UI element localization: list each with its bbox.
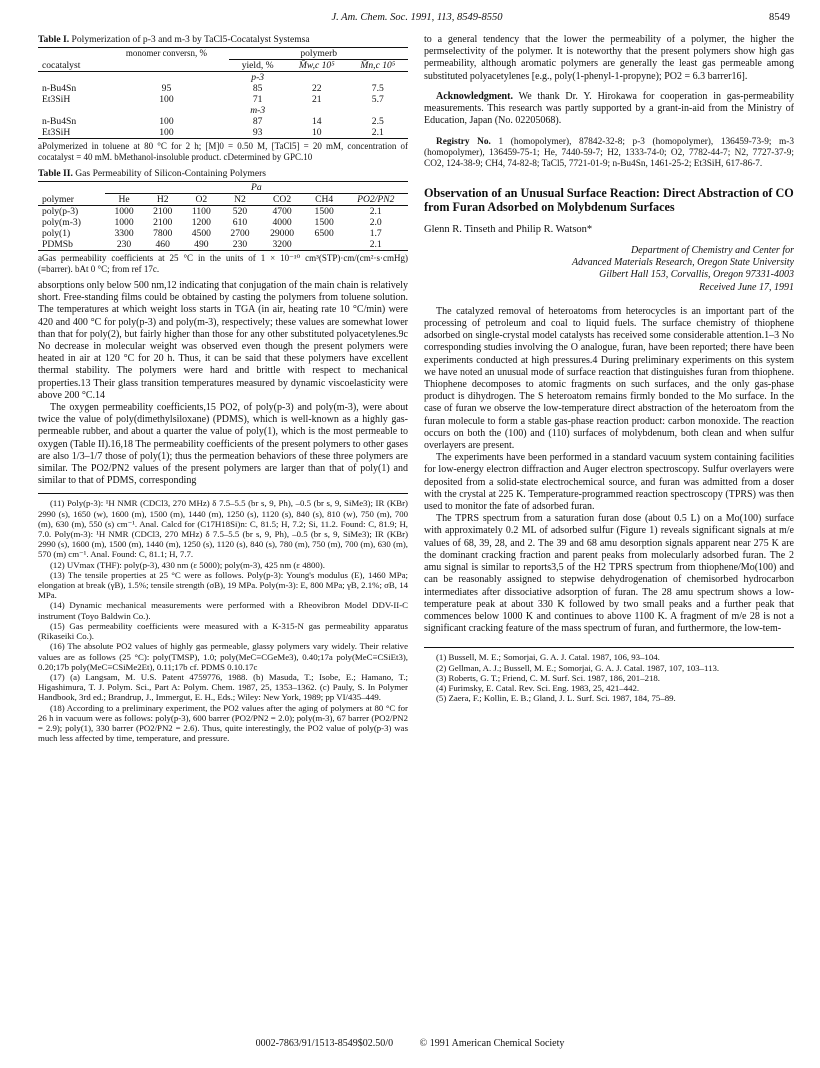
table-row [38,217,408,228]
table-cell: 2.1 [369,206,382,217]
table-cell: 1200 [191,217,211,228]
table-cell: 29000 [270,228,295,239]
body-paragraph: The oxygen permeability coefficients,15 PO2, of poly(p-3) and poly(m-3), were about twice the value of poly(dimethylsiloxane) (PDMS), which is well-known as a highly gas-permeable rubber, and about a quarter the value of poly(1), which is the most permeable to oxygen (Table II).16,18 The permeability coefficients of the present polymers to other gases are also 1/3–1/7 those of poly(1); thus the permeation behaviors of these three polymers are similar. The PO2/PN2 values of the present polymers are larger than that of poly(1) and similar to that of PDMS, corresponding [38,402,408,487]
table-cell: n-Bu4Sn [42,116,77,127]
table-cell: 230 [232,239,248,250]
note-item: (15) Gas permeability coefficients were measured with a K-315-N gas permeability apparatus (Rikaseiki Co.). [38,620,408,642]
column-header: CO2 [273,194,292,205]
table2-label: Table II. [38,168,73,179]
table-row [38,83,408,94]
registry-text: 1 (homopolymer), 87842-32-8; p-3 (homopolymer), 136459-73-9; m-3 (homopolymer), 136459-75-1; He, 7440-59-7; H2, 1333-74-0; O2, 7782-44-7; N2, 7727-37-9; CO2, 124-38-9; CH4, 74-82-8; TaCl5, 7721-01-9; n-Bu4Sn, 1461-25-2; Et3SiH, 617-86-7. [424,137,795,170]
reference-item: (5) Zaera, F.; Kollin, E. B.; Gland, J. L. Surf. Sci. 1987, 184, 75–89. [436,693,676,704]
note-item: (12) UVmax (THF): poly(p-3), 430 nm (ε 5000); poly(m-3), 425 nm (ε 4800). [50,559,325,570]
table1-footnote: aPolymerized in toluene at 80 °C for 2 h; [M]0 = 0.50 M, [TaCl5] = 20 mM, concentration of cocatalyst = 40 mM. bMethanol-insoluble product. cDetermined by GPC.10 [38,141,408,162]
table-cell: 6500 [314,228,334,239]
table2-title: Gas Permeability of Silicon-Containing Polymers [75,168,267,179]
table-row [38,94,408,105]
page-footer [0,1038,820,1049]
right-column [424,34,794,703]
note-item: (16) The absolute PO2 values of highly gas permeable, glassy polymers vary widely. Their relative values are as follows (25 °C): poly(TMSP), 1.0; poly(MeC≡CGeMe3), 0.40;17a poly(MeC≡CSiEt3), 0.20;17b poly(MeC≡CSiMe2Et), 0.11;17b cf. PDMS 0.10.17c [38,641,408,672]
note-item: (18) According to a preliminary experiment, the PO2 values after the aging of polymers at 80 °C for 26 h in vacuum were as follows: poly(p-3), 600 barrer (PO2/PN2 = 2.0); poly(m-3), 67 barrer (PO2/PN2 = 2.9); poly(1), 330 barrer (PO2/PN2 = 2.6). Thus, quite interestingly, the PO2 value of poly(p-3) was much less affected by time, temperature, and pressure. [38,702,408,744]
table-cell: 1.7 [369,228,382,239]
note-item: (14) Dynamic mechanical measurements were performed with a Rheovibron Model DDV-II-C instrument (Toyo Baldwin Co.). [38,600,408,621]
table-row [38,228,408,239]
affiliation-line: Advanced Materials Research, Oregon State University [572,256,794,268]
reference-item: (3) Roberts, G. T.; Friend, C. M. Surf. Sci. 1987, 186, 201–218. [436,672,660,683]
reference-item: (2) Gellman, A. J.; Bussell, M. E.; Somorjai, G. A. J. Catal. 1987, 107, 103–113. [436,662,720,673]
table-cell: 5.7 [371,94,384,105]
table-cell: 4700 [272,206,292,217]
acknowledgment [424,91,794,128]
table-cell: 2.0 [369,217,382,228]
table-cell: 22 [311,83,322,94]
table-cell: 4000 [272,217,292,228]
col-mw: M̄w,c 10⁵ [298,60,335,71]
table-cell: 10 [311,127,322,138]
table1-label: Table I. [38,34,70,45]
table-cell: 1100 [191,206,211,217]
table-cell: 490 [194,239,209,250]
affiliation [424,245,794,281]
body-paragraph: to a general tendency that the lower the permeability of a polymer, the higher the permselectivity of the polymer. It is noteworthy that the present polymers show high gas permeability, although aromatic polymers are generally the least gas permeable among substituted polyacetylenes [e.g., poly(1-phenyl-1-propyne); PO2 = 6.3 barrer16]. [424,34,794,82]
table-cell [305,239,344,251]
col-monomer: monomer conversn, % [125,48,208,59]
table-cell: poly(1) [42,228,71,239]
table-cell: 3200 [272,239,292,250]
note-item: (11) Poly(p-3): ¹H NMR (CDCl3, 270 MHz) δ 7.5–5.5 (br s, 9, Ph), –0.5 (br s, 9, SiMe3); IR (KBr) 2990 (s), 1650 (w), 1600 (m), 1500 (m), 1440 (m), 1250 (s), 1120 (s), 840 (s), 810 (w), 750 (m), 700 (m), 630 (m), 550 (s) cm⁻¹. Anal. Calcd for (C17H18Si)n: C, 81.5; H, 7.2; Si, 11.2. Found: C, 81.9; H, 7.0. Poly(m-3): ¹H NMR (CDCl3, 270 MHz) δ 7.5–5.5 (br s, 9, Ph), –0.5 (br s, 9, SiMe3); IR (KBr) 2990 (s), 1600 (m), 1500 (m), 1440 (m), 1250 (s), 1120 (s), 840 (s), 780 (m), 750 (m), 700 (m), 630 (m), 570 (m) cm⁻¹. Anal. Found: C, 81.1; H, 7.7. [38,498,408,560]
table-cell: 100 [159,94,174,105]
table-cell: 2.1 [371,127,384,138]
journal-citation: J. Am. Chem. Soc. 1991, 113, 8549-8550 [331,12,503,23]
table-cell: Et3SiH [42,127,71,138]
table-cell: 1000 [114,206,134,217]
table2-caption [38,168,408,179]
ack-text: We thank Dr. Y. Hirokawa for cooperation in gas-permeability measurements. This research was partly supported by a grant-in-aid from the Ministry of Education, Japan (No. 02205068). [424,90,794,127]
body-paragraph: The catalyzed removal of heteroatoms from heterocycles is an important part of the processing of petroleum and coal to liquid fuels. The surface chemistry of thiophene adsorbed on single-crystal model catalysts has received some considerable attention.1–3 No corresponding studies involving the O analogue, furan, have been reported; there have been experiments conducted at high pressures.4 During preliminary experiments on this system we have noted an unusual mode of surface reaction that distinguishes furan from thiophene. Thiophene decomposes to atomic fragments on such surfaces, and the only gas-phase product is dihydrogen. The S heteroatom remains firmly bonded to the Mo surface. In the case of furan we observe the low-temperature direct abstraction of the heteroatom from the furan molecule to form a stable gas-phase reaction product: carbon monoxide. The reaction occurs on both the (100) and (110) surfaces of molybdenum, both clean and when sulfur overlayers are present. [424,305,794,452]
page-number: 8549 [769,12,790,23]
reference-item: (1) Bussell, M. E.; Somorjai, G. A. J. Catal. 1987, 106, 93–104. [436,652,660,663]
affiliation-line: Gilbert Hall 153, Corvallis, Oregon 97331-4003 [599,268,794,280]
note-item: (13) The tensile properties at 25 °C were as follows. Poly(p-3): Young's modulus (E), 1460 MPa; elongation at break (γB), 1.5%; tensile strength (σB), 19 MPa. Poly(m-3): E, 800 MPa; γB, 2.1%; σB, 14 MPa. [38,569,408,601]
table-cell: 1000 [114,217,134,228]
body-paragraph: absorptions only below 500 nm,12 indicating that conjugation of the main chain is relatively short. Free-standing films could be obtained by casting the polymers from toluene solution. The temperatures at which weight loss starts in TGA (in air, heating rate 10 °C/min) were 420 and 400 °C for poly(p-3) and poly(m-3), respectively; these values are somewhat lower than that for poly(2), but fairly higher than those for any other substituted polyacetylenes.9c No decrease in molecular weight was observed even though the present polymers were heated in air at 120 °C for 20 h. Thus, it can be said that these polymers have excellent thermal stability. The polymers were hard and brittle with respect to mechanical properties.13 Their glass transition temperatures measured by dynamic viscoelasticity were above 200 °C.14 [38,280,408,401]
table-cell: 7.5 [371,83,384,94]
table-cell: 7800 [153,228,173,239]
table-cell: 21 [311,94,322,105]
column-header: He [118,194,130,205]
received-date: Received June 17, 1991 [699,281,794,293]
running-header [44,12,790,28]
registry-numbers [424,137,794,170]
table-cell: 2700 [230,228,250,239]
table-row [38,206,408,218]
reference-item: (4) Furimsky, E. Catal. Rev. Sci. Eng. 1983, 25, 421–442. [436,682,640,693]
table-cell: 2.5 [371,116,384,127]
note-item: (17) (a) Langsam, M. U.S. Patent 4759776, 1988. (b) Masuda, T.; Isobe, E.; Hamano, T.; Higashimura, T. J. Polym. Sci., Part A: Polym. Chem. 1987, 25, 1353–1362. (c) Pauly, S. In Polymer Handbook, 3rd ed.; Brandrup, J., Immergut, E. H., Eds.; Wiley: New York, 1989; pp VI/435–449. [38,671,408,703]
col-p: Pa [105,182,408,194]
col-cocatalyst: cocatalyst [42,59,81,71]
column-header: N2 [234,194,246,205]
table-cell: 71 [252,94,263,105]
registry-label: Registry No. [436,137,491,148]
table2 [38,181,408,251]
col-polymer: polymerb [229,48,408,60]
table-cell: Et3SiH [42,94,71,105]
column-header: CH4 [315,194,334,205]
left-column [38,34,408,743]
body-paragraph: The experiments have been performed in a standard vacuum system containing facilities for low-energy electron diffraction and Auger electron spectroscopy. Sulfur overlayers were deposited from a solid-state electrochemical source, and furan was admitted from a doser with the crystal at 225 K. Temperature-programmed reaction spectroscopy (TPRS) was then used to monitor the fate of adsorbed furan. [424,452,794,513]
table-cell: 2.1 [369,239,382,250]
notes-list [38,493,408,743]
col-mn: M̄n,c 10⁵ [360,60,396,71]
table2-footnote: aGas permeability coefficients at 25 °C in the units of 1 × 10⁻¹⁰ cm³(STP)·cm/(cm²·s·cmHg) (≡barrer). bAt 0 °C; from ref 17c. [38,253,408,274]
ack-label: Acknowledgment. [436,90,513,102]
table-cell: 93 [252,127,263,138]
col-yield: yield, % [241,60,274,71]
table-cell: 610 [232,217,248,228]
table1 [38,47,408,139]
table-cell: 1500 [314,217,334,228]
affiliation-line: Department of Chemistry and Center for [630,244,794,256]
table1-title: Polymerization of p-3 and m-3 by TaCl5-Cocatalyst Systemsa [71,34,310,45]
group-label: m-3 [250,105,266,116]
article-title: Observation of an Unusual Surface Reaction: Direct Abstraction of CO from Furan Adsorbed on Molybdenum Surfaces [424,186,794,215]
table-cell: 100 [159,116,174,127]
copyright: © 1991 American Chemical Society [419,1038,565,1049]
table-cell: poly(p-3) [42,206,79,217]
table-row [38,127,408,139]
table-cell: 100 [159,127,174,138]
table-cell: 1500 [314,206,334,217]
table1-caption [38,34,408,45]
column-header: O2 [195,194,208,205]
table-cell: PDMSb [42,239,73,250]
table-row [38,239,408,251]
table-cell: 4500 [191,228,211,239]
group-label: p-3 [251,72,265,83]
table-cell: 14 [311,116,322,127]
table-cell: 85 [252,83,263,94]
table-cell: poly(m-3) [42,217,81,228]
column-header: polymer [42,193,74,205]
table-cell: 95 [161,83,172,94]
table-cell: 2100 [153,206,173,217]
table-cell: 87 [252,116,263,127]
article-code: 0002-7863/91/1513-8549$02.50/0 [255,1038,394,1049]
table-cell: 230 [116,239,132,250]
table-cell: 460 [155,239,170,250]
column-header: H2 [156,194,169,205]
table-cell: 2100 [153,217,173,228]
article-authors: Glenn R. Tinseth and Philip R. Watson* [424,224,593,236]
table-row [38,116,408,127]
column-header: PO2/PN2 [357,194,395,205]
table-cell: 3300 [114,228,134,239]
table-cell: 520 [232,206,248,217]
table-cell: n-Bu4Sn [42,83,77,94]
body-paragraph: The TPRS spectrum from a saturation furan dose (about 0.5 L) on a Mo(100) surface with approximately 0.2 ML of adsorbed sulfur (Figure 1) reveals significant signals at m/e values of 68, 39, 28, and 2. The 39 and 68 amu desorption signals apparent near 275 K are the dominant cracking fraction and parent peaks from molecularly adsorbed furan. The 2 amu signal is similar to reports3,5 of the H2 TPRS spectrum from thiophene/Mo(100) and can be reasonably assigned to stepwise dehydrogenation of chemisorbed hydrocarbon intermediates after dissociative adsorption of furan. The 28 amu spectrum shows a low-temperature peak at about 330 K followed by two small peaks and a further peak that commences below 1000 K and continues to above 1100 K. A fragment of m/e 28 is not a significant cracking feature of the mass spectrum of furan, and furthermore, the low-tem- [424,513,794,635]
references-list [424,647,794,703]
